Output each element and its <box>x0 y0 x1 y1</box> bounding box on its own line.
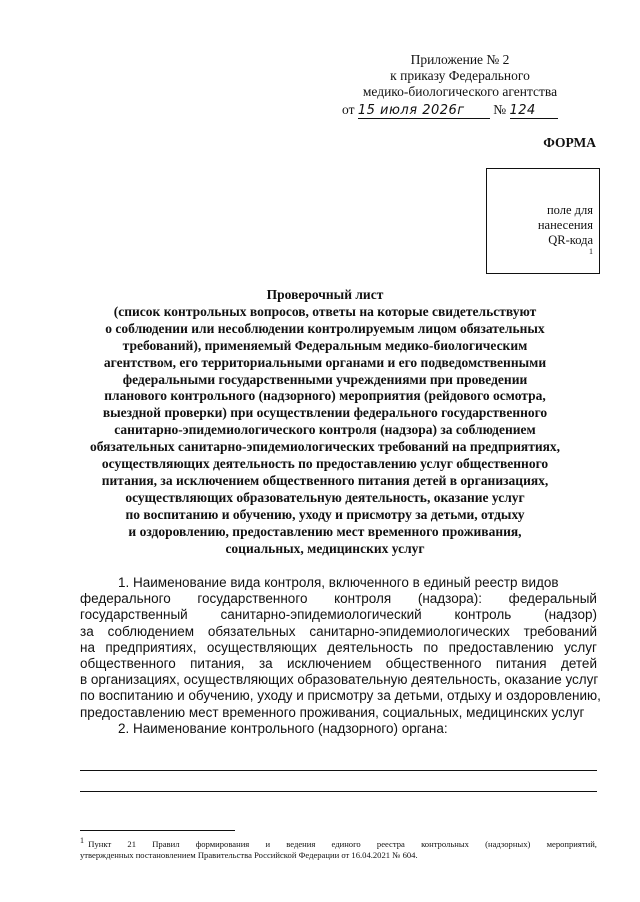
from-label: от <box>342 102 355 117</box>
word: федеральный <box>508 591 597 607</box>
footnote-line: утвержденных постановлением Правительства Российской Федерации от 16.04.2021 № 604. <box>80 850 418 860</box>
word: единого <box>331 839 361 849</box>
item-1-line <box>80 656 597 672</box>
item-1-line <box>80 624 597 640</box>
order-date-number-line <box>342 102 558 119</box>
word: (надзор) <box>544 607 597 623</box>
item-1-line: 1. Наименование вида контроля, включенного в единый реестр видов <box>118 575 559 590</box>
word: санитарно-эпидемиологических <box>309 623 510 639</box>
form-label: ФОРМА <box>543 135 596 150</box>
word: 21 <box>127 839 137 849</box>
word: и <box>265 839 271 849</box>
title-line: обязательных санитарно-эпидемиологических требований на предприятиях, <box>89 439 561 455</box>
footnote <box>80 836 597 861</box>
word: реестра <box>376 839 405 849</box>
word: услуг <box>564 639 597 655</box>
title-line: (список контрольных вопросов, ответы на которые свидетельствуют <box>113 303 537 319</box>
word: за <box>80 623 94 639</box>
title-line: социальных, медицинских услуг <box>225 540 425 556</box>
document-title <box>60 287 590 558</box>
word: контроль <box>454 607 512 623</box>
title-line: питания, за исключением общественного питания детей в организациях, <box>101 472 549 488</box>
item-1-line: предоставлению мест временного проживания, социальных, медицинских услуг <box>80 704 585 720</box>
word: соблюдением <box>107 623 194 639</box>
qr-code-field <box>486 168 600 274</box>
item-1-line <box>80 607 597 623</box>
footnote-separator <box>80 830 235 831</box>
word: контрольных <box>421 839 469 849</box>
title-line: о соблюдении или несоблюдении контролируемым лицом обязательных <box>105 320 545 336</box>
item-1-line: в организациях, осуществляющих образовательную деятельность, оказание услуг <box>80 672 599 688</box>
appendix-header <box>360 52 560 100</box>
word: общественного <box>385 656 482 672</box>
number-label: № <box>493 102 507 117</box>
appendix-agency: медико-биологического агентства <box>362 84 558 99</box>
footnote-ref: 1 <box>589 246 593 256</box>
title-line: планового контрольного (надзорного) мероприятия (рейдового осмотра, <box>104 388 546 404</box>
footnote-line <box>80 836 597 850</box>
title-line: по воспитанию и обучению, уходу и присмотру за детьми, отдыху <box>125 506 525 522</box>
word: ведения <box>286 839 316 849</box>
title-line: агентством, его территориальными органами и его подведомственными <box>103 354 547 370</box>
word: федерального <box>80 591 171 607</box>
title-line: требований), применяемый Федеральным медико-биологическим <box>122 337 528 353</box>
word: за <box>258 656 273 672</box>
title-line: осуществляющих деятельность по предоставлению услуг общественного <box>101 456 549 472</box>
word: детей <box>560 656 597 672</box>
word: контроля <box>334 591 392 607</box>
footnote-marker: 1 <box>80 836 84 846</box>
word: государственный <box>80 607 188 623</box>
word: санитарно-эпидемиологический <box>220 607 422 623</box>
word: питания <box>495 656 547 672</box>
item-1-line: по воспитанию и обучению, уходу и присмотру за детьми, отдыху и оздоровлению, <box>80 688 601 704</box>
title-line: осуществляющих образовательную деятельность, оказание услуг <box>125 489 525 505</box>
word: по <box>423 639 439 655</box>
word: мероприятий, <box>546 839 597 849</box>
word: $^1$ Пункт <box>80 836 112 849</box>
appendix-order-ref: к приказу Федерального <box>390 68 530 83</box>
word: государственного <box>197 591 308 607</box>
word: осуществляющих <box>206 639 317 655</box>
item-1-line <box>80 640 597 656</box>
handwritten-date: 15 июля 2026г <box>358 103 490 119</box>
qr-field-caption: поле для нанесения QR-кода $^1$ <box>537 203 593 256</box>
word: (надзора): <box>417 591 482 607</box>
word: формирования <box>195 839 250 849</box>
word: Правил <box>152 839 180 849</box>
word: предоставлению <box>448 639 554 655</box>
blank-line-2 <box>80 791 597 792</box>
word: предприятиях, <box>105 639 197 655</box>
appendix-title: Приложение № 2 <box>410 52 510 67</box>
word: деятельность <box>327 639 413 655</box>
blank-line-1 <box>80 770 597 771</box>
word: общественного <box>80 656 176 672</box>
title-line: санитарно-эпидемиологического контроля (надзора) за соблюдением <box>114 422 536 438</box>
title-line: федеральными государственными учреждениями при проведении <box>122 371 528 387</box>
word: требований <box>523 623 597 639</box>
title-line: и оздоровлению, предоставлению мест временного проживания, <box>128 523 522 539</box>
word: (надзорных) <box>485 839 531 849</box>
word: обязательных <box>207 623 296 639</box>
word: на <box>80 639 95 655</box>
title-line: выездной проверки) при осуществлении федерального государственного <box>102 405 548 421</box>
item-1-line <box>80 591 597 607</box>
handwritten-number: 124 <box>510 103 558 119</box>
word: исключением <box>287 656 372 672</box>
title-line: Проверочный лист <box>266 287 384 302</box>
item-2-heading: 2. Наименование контрольного (надзорного) органа: <box>118 720 448 736</box>
body-text <box>80 575 601 737</box>
word: питания, <box>190 656 245 672</box>
